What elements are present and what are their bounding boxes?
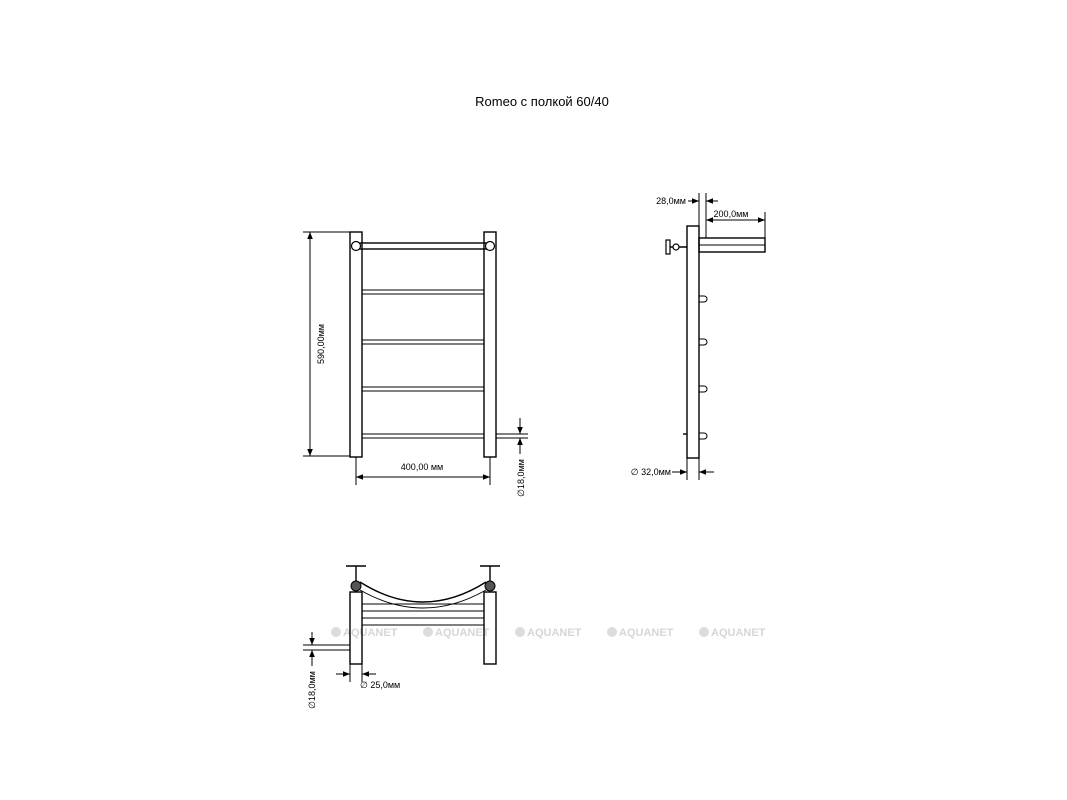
front-rung-2: [362, 340, 484, 344]
top-right-mount: [485, 581, 495, 591]
front-right-upright: [484, 232, 496, 457]
watermark-text-3: AQUANET: [527, 627, 582, 639]
front-left-cap: [352, 242, 361, 251]
front-tube-label: ∅18,0мм: [516, 459, 526, 497]
side-rung-stub-1: [699, 296, 707, 302]
watermark-text-5: AQUANET: [711, 627, 766, 639]
side-bracket-plate: [666, 240, 670, 254]
front-rung-4: [362, 434, 484, 438]
watermark-1: [331, 627, 398, 639]
side-bracket-knob: [673, 244, 679, 250]
watermark-3: [515, 627, 582, 639]
side-view: [631, 193, 765, 480]
side-tube-label: ∅ 32,0мм: [630, 467, 671, 477]
front-rung-3: [362, 387, 484, 391]
side-shelf-label: 200,0мм: [713, 209, 749, 219]
front-height-label: 590,00мм: [316, 324, 326, 364]
side-upright: [687, 226, 699, 458]
watermark-text-1: AQUANET: [343, 627, 398, 639]
front-left-upright: [350, 232, 362, 457]
side-rung-stub-3: [699, 386, 707, 392]
drawing-title: Romeo с полкой 60/40: [475, 94, 609, 109]
side-rung-stub-2: [699, 339, 707, 345]
front-right-cap: [486, 242, 495, 251]
front-rung-1: [362, 290, 484, 294]
watermark-4: [607, 627, 674, 639]
watermark-5: [699, 627, 766, 639]
top-rail-label: ∅ 25,0мм: [360, 680, 401, 690]
side-rung-stub-4: [699, 433, 707, 439]
watermark-2: [423, 627, 490, 639]
front-width-label: 400,00 мм: [400, 462, 444, 472]
top-left-mount: [351, 581, 361, 591]
top-tube-label: ∅18,0мм: [307, 671, 317, 709]
side-offset-label: 28,0мм: [656, 196, 686, 206]
watermark-text-4: AQUANET: [619, 627, 674, 639]
front-shelf-bar: [357, 243, 489, 249]
watermark-row: [331, 627, 766, 639]
front-view: [303, 232, 528, 497]
watermark-text-2: AQUANET: [435, 627, 490, 639]
